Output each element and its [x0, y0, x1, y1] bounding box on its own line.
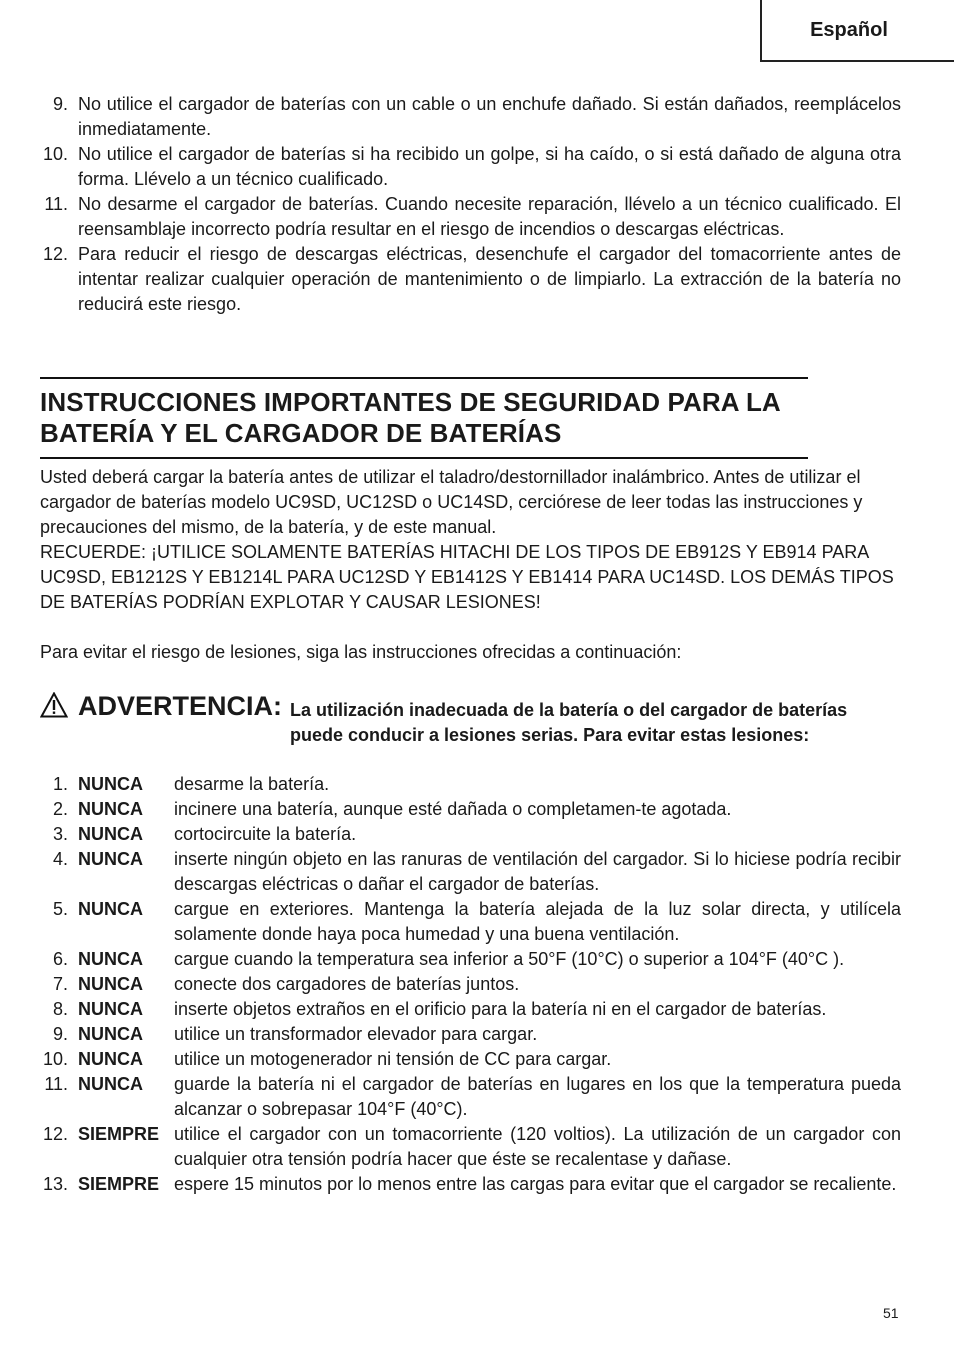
warning-block	[40, 690, 901, 750]
section-heading	[40, 377, 808, 459]
list-keyword: SIEMPRE	[78, 1124, 160, 1144]
list-keyword: NUNCA	[78, 949, 143, 969]
list-item	[40, 847, 901, 897]
list-text: conecte dos cargadores de baterías juntos.	[174, 974, 520, 994]
list-item	[40, 1122, 901, 1172]
list-item	[40, 92, 901, 142]
list-number: 13.	[42, 1174, 68, 1194]
list-text: utilice un motogenerador ni tensión de CC para cargar.	[174, 1049, 612, 1069]
language-tab: Español	[760, 0, 954, 62]
list-keyword: SIEMPRE	[78, 1174, 160, 1194]
list-text: No utilice el cargador de baterías con un cable o un enchufe dañado. Si están dañados, reemplácelos inmediatamente.	[78, 94, 901, 139]
list-text: No desarme el cargador de baterías. Cuando necesite reparación, llévelo a un técnico cualificado. El reensamblaje incorrecto podría resultar en el riesgo de incendios o descargas eléctricas.	[78, 194, 901, 239]
list-keyword: NUNCA	[78, 974, 143, 994]
battery-safety-list	[40, 772, 901, 1197]
charger-safety-list	[40, 92, 901, 317]
list-item	[40, 242, 901, 317]
list-item	[40, 142, 901, 192]
list-text: desarme la batería.	[174, 774, 330, 794]
list-text: No utilice el cargador de baterías si ha recibido un golpe, si ha caído, o si está dañado de alguna otra forma. Llévelo a un técnico cualificado.	[78, 144, 901, 189]
list-number: 7.	[52, 974, 68, 994]
list-text: espere 15 minutos por lo menos entre las cargas para evitar que el cargador se recaliente.	[174, 1174, 897, 1194]
list-keyword: NUNCA	[78, 899, 143, 919]
page-number: 51	[883, 1305, 899, 1321]
list-item	[40, 1072, 901, 1122]
list-text: utilice el cargador con un tomacorriente (120 voltios). La utilización de un cargador con cualquier otra tensión podría hacer que éste se recalentase y dañase.	[174, 1124, 901, 1169]
instructions-paragraph: Para evitar el riesgo de lesiones, siga las instrucciones ofrecidas a continuación:	[40, 642, 682, 662]
list-number: 11.	[44, 1074, 68, 1094]
list-item	[40, 897, 901, 947]
list-item	[40, 972, 901, 997]
list-keyword: NUNCA	[78, 824, 143, 844]
warning-text: La utilización inadecuada de la batería o del cargador de baterías puede conducir a lesiones serias. Para evitar estas lesiones:	[290, 700, 848, 745]
list-text: inserte objetos extraños en el orificio para la batería ni en el cargador de baterías.	[174, 999, 827, 1019]
list-keyword: NUNCA	[78, 799, 143, 819]
list-text: cargue cuando la temperatura sea inferior a 50°F (10°C) o superior a 104°F (40°C ).	[174, 949, 845, 969]
list-keyword: NUNCA	[78, 1024, 143, 1044]
list-number: 6.	[52, 949, 68, 969]
list-number: 4.	[52, 849, 68, 869]
list-text: inserte ningún objeto en las ranuras de ventilación del cargador. Si lo hiciese podría recibir descargas eléctricas o dañar el cargador de baterías.	[174, 849, 901, 894]
section-heading-line-1: INSTRUCCIONES IMPORTANTES DE SEGURIDAD PARA LA	[40, 387, 781, 417]
list-number: 3.	[52, 824, 68, 844]
list-text: incinere una batería, aunque esté dañada o completamen-te agotada.	[174, 799, 732, 819]
list-keyword: NUNCA	[78, 1074, 143, 1094]
list-number: 10.	[42, 144, 68, 164]
list-number: 11.	[44, 194, 68, 214]
recuerde-paragraph: RECUERDE: ¡UTILICE SOLAMENTE BATERÍAS HITACHI DE LOS TIPOS DE EB912S Y EB914 PARA UC9SD, EB1212S Y EB1214L PARA UC12SD Y EB1412S Y EB1414 PARA UC14SD. LOS DEMÁS TIPOS DE BATERÍAS PODRÍAN EXPLOTAR Y CAUSAR LESIONES!	[40, 542, 894, 612]
intro-paragraph: Usted deberá cargar la batería antes de utilizar el taladro/destornillador inalámbrico. Antes de utilizar el cargador de baterías modelo UC9SD, UC12SD o UC14SD, cerciórese de leer todas las instrucciones y precauciones del mismo, de la batería, y de este manual.	[40, 467, 863, 537]
list-text: cortocircuite la batería.	[174, 824, 357, 844]
list-number: 10.	[42, 1049, 68, 1069]
list-text: cargue en exteriores. Mantenga la batería alejada de la luz solar directa, y utilícela solamente donde haya poca humedad y una buena ventilación.	[174, 899, 901, 944]
list-keyword: NUNCA	[78, 849, 143, 869]
list-text: guarde la batería ni el cargador de baterías en lugares en los que la temperatura pueda alcanzar o sobrepasar 104°F (40°C).	[174, 1074, 901, 1119]
list-number: 12.	[42, 244, 68, 264]
list-number: 2.	[52, 799, 68, 819]
list-item	[40, 1047, 901, 1072]
list-number: 8.	[52, 999, 68, 1019]
list-number: 1.	[52, 774, 68, 794]
warning-title: ADVERTENCIA:	[78, 691, 283, 721]
list-number: 12.	[42, 1124, 68, 1144]
list-item	[40, 1172, 901, 1197]
list-number: 9.	[52, 1024, 68, 1044]
list-keyword: NUNCA	[78, 774, 143, 794]
list-keyword: NUNCA	[78, 1049, 143, 1069]
list-number: 9.	[52, 94, 68, 114]
list-item	[40, 192, 901, 242]
list-text: utilice un transformador elevador para cargar.	[174, 1024, 538, 1044]
list-keyword: NUNCA	[78, 999, 143, 1019]
list-item	[40, 797, 901, 822]
list-item	[40, 997, 901, 1022]
list-item	[40, 822, 901, 847]
list-item	[40, 772, 901, 797]
list-text: Para reducir el riesgo de descargas eléctricas, desenchufe el cargador del tomacorriente antes de intentar realizar cualquier operación de mantenimiento o de limpiarlo. La extracción de la batería no reducirá este riesgo.	[78, 244, 901, 314]
list-number: 5.	[52, 899, 68, 919]
warning-triangle-icon	[40, 692, 68, 718]
section-heading-line-2: BATERÍA Y EL CARGADOR DE BATERÍAS	[40, 418, 562, 448]
list-item	[40, 1022, 901, 1047]
list-item	[40, 947, 901, 972]
